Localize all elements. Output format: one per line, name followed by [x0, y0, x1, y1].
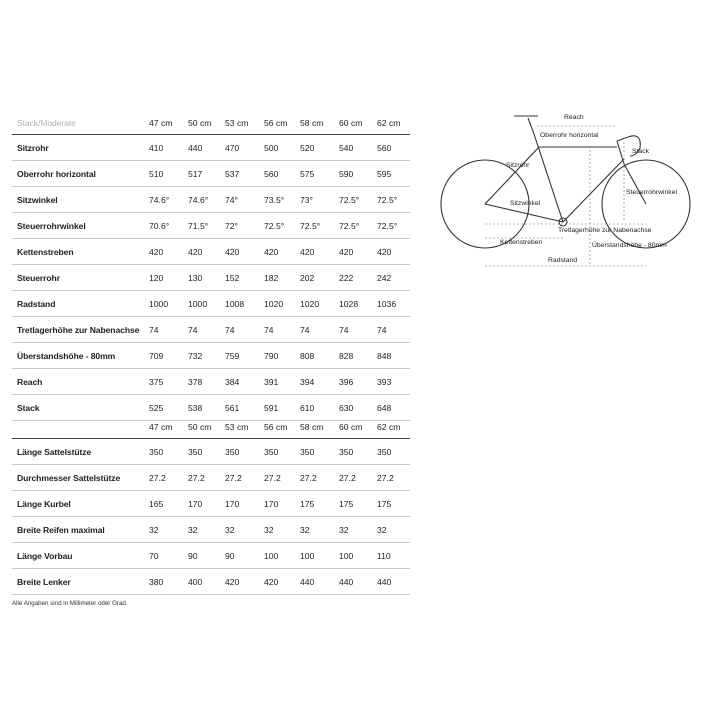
table-cell: 848: [377, 350, 392, 361]
size-header: 58 cm: [300, 422, 324, 432]
table-cell: 732: [188, 350, 203, 361]
seat-tube-label: Sitzrohr: [506, 162, 530, 169]
table-cell: 32: [377, 524, 387, 535]
table-cell: 1000: [149, 298, 169, 309]
table-cell: 591: [264, 402, 279, 413]
table-cell: 1020: [300, 298, 320, 309]
table-cell: 170: [225, 498, 240, 509]
table-cell: 72°: [225, 220, 238, 231]
table-cell: 560: [377, 142, 392, 153]
table-cell: 32: [339, 524, 349, 535]
size-header: 58 cm: [300, 118, 324, 128]
table-cell: 538: [188, 402, 203, 413]
table-cell: 74.6°: [188, 194, 209, 205]
table-cell: 709: [149, 350, 164, 361]
size-header: 50 cm: [188, 118, 212, 128]
head-tube-line: [617, 141, 624, 164]
table-row: [12, 569, 410, 595]
row-label: Länge Vorbau: [17, 550, 73, 561]
table-row: [12, 239, 410, 265]
top-tube-label: Oberrohr horizontal: [540, 132, 599, 139]
row-label: Sitzrohr: [17, 142, 49, 153]
size-header: 60 cm: [339, 118, 363, 128]
bike-geometry-diagram: [440, 104, 700, 274]
table-cell: 1036: [377, 298, 397, 309]
table-cell: 242: [377, 272, 392, 283]
stem-line: [617, 137, 628, 141]
table-cell: 350: [264, 446, 279, 457]
table-cell: 393: [377, 376, 392, 387]
table-row: [12, 213, 410, 239]
table-cell: 72.5°: [339, 194, 360, 205]
table-cell: 500: [264, 142, 279, 153]
table-cell: 100: [339, 550, 354, 561]
table-cell: 74: [339, 324, 349, 335]
row-label: Durchmesser Sattelstütze: [17, 472, 121, 483]
table-cell: 420: [149, 246, 164, 257]
table-cell: 27.2: [300, 472, 317, 483]
table-cell: 74: [188, 324, 198, 335]
table-cell: 74: [377, 324, 387, 335]
table-cell: 32: [264, 524, 274, 535]
table-cell: 72.5°: [339, 220, 360, 231]
table-cell: 1028: [339, 298, 359, 309]
table-cell: 350: [339, 446, 354, 457]
bb-drop-label: Tretlagerhöhe zur Nabenachse: [558, 227, 652, 234]
table-cell: 410: [149, 142, 164, 153]
table-cell: 32: [225, 524, 235, 535]
geometry-table: [12, 112, 410, 421]
table-row: [12, 465, 410, 491]
size-header: 56 cm: [264, 118, 288, 128]
table-cell: 165: [149, 498, 164, 509]
table-row: [12, 343, 410, 369]
table-cell: 90: [188, 550, 198, 561]
table-cell: 440: [300, 576, 315, 587]
table-cell: 420: [225, 576, 240, 587]
table-cell: 380: [149, 576, 164, 587]
table-cell: 73°: [300, 194, 313, 205]
geometry-header-label: Stack/Moderate: [17, 118, 76, 128]
down-tube-line: [563, 159, 624, 222]
row-label: Reach: [17, 376, 43, 387]
table-cell: 540: [339, 142, 354, 153]
table-row: [12, 161, 410, 187]
table-cell: 440: [377, 576, 392, 587]
seat-angle-label: Sitzwinkel: [510, 200, 541, 207]
table-row: [12, 187, 410, 213]
table-cell: 74.6°: [149, 194, 170, 205]
table-cell: 590: [339, 168, 354, 179]
table-cell: 32: [300, 524, 310, 535]
table-cell: 400: [188, 576, 203, 587]
table-cell: 182: [264, 272, 279, 283]
table-cell: 420: [377, 246, 392, 257]
size-header: 56 cm: [264, 422, 288, 432]
components-table: [12, 416, 410, 595]
table-cell: 73.5°: [264, 194, 285, 205]
row-label: Oberrohr horizontal: [17, 168, 96, 179]
table-cell: 630: [339, 402, 354, 413]
table-row: [12, 317, 410, 343]
size-header: 50 cm: [188, 422, 212, 432]
table-cell: 74: [149, 324, 159, 335]
seatstay-line: [485, 147, 539, 204]
table-cell: 610: [300, 402, 315, 413]
size-header: 62 cm: [377, 118, 401, 128]
table-cell: 175: [377, 498, 392, 509]
table-cell: 170: [264, 498, 279, 509]
table-cell: 595: [377, 168, 392, 179]
row-label: Länge Kurbel: [17, 498, 71, 509]
reach-label: Reach: [564, 114, 584, 121]
table-cell: 470: [225, 142, 240, 153]
head-angle-label: Steuerrohrwinkel: [626, 189, 677, 196]
table-cell: 350: [300, 446, 315, 457]
table-cell: 27.2: [225, 472, 242, 483]
chainstay-label: Kettenstreben: [500, 239, 543, 246]
row-label: Stack: [17, 402, 40, 413]
row-label: Breite Reifen maximal: [17, 524, 105, 535]
table-cell: 420: [264, 576, 279, 587]
table-cell: 27.2: [149, 472, 166, 483]
table-cell: 130: [188, 272, 203, 283]
row-label: Kettenstreben: [17, 246, 74, 257]
table-cell: 420: [339, 246, 354, 257]
table-cell: 72.5°: [377, 220, 398, 231]
table-cell: 1000: [188, 298, 208, 309]
table-cell: 170: [188, 498, 203, 509]
table-cell: 420: [188, 246, 203, 257]
table-cell: 759: [225, 350, 240, 361]
table-cell: 74: [225, 324, 235, 335]
table-cell: 350: [225, 446, 240, 457]
table-cell: 520: [300, 142, 315, 153]
fork-line: [624, 164, 646, 204]
table-cell: 152: [225, 272, 240, 283]
table-cell: 100: [264, 550, 279, 561]
table-cell: 72.5°: [377, 194, 398, 205]
table-cell: 202: [300, 272, 315, 283]
table-cell: 384: [225, 376, 240, 387]
table-cell: 375: [149, 376, 164, 387]
table-cell: 175: [339, 498, 354, 509]
table-cell: 71.5°: [188, 220, 209, 231]
table-cell: 27.2: [264, 472, 281, 483]
size-header: 60 cm: [339, 422, 363, 432]
table-cell: 70.6°: [149, 220, 170, 231]
table-row: [12, 265, 410, 291]
table-cell: 396: [339, 376, 354, 387]
table-cell: 350: [377, 446, 392, 457]
table-cell: 1020: [264, 298, 284, 309]
table-cell: 560: [264, 168, 279, 179]
standover-label: Überstandshöhe - 80mm: [592, 242, 667, 249]
table-cell: 72.5°: [264, 220, 285, 231]
geometry-header-row: [12, 112, 410, 135]
table-cell: 517: [188, 168, 203, 179]
components-header-row: [12, 416, 410, 439]
seatpost-line: [528, 118, 534, 134]
table-cell: 1008: [225, 298, 245, 309]
row-label: Sitzwinkel: [17, 194, 58, 205]
table-cell: 74: [300, 324, 310, 335]
size-header: 53 cm: [225, 422, 249, 432]
table-row: [12, 543, 410, 569]
table-cell: 440: [188, 142, 203, 153]
row-label: Tretlagerhöhe zur Nabenachse: [17, 324, 140, 335]
row-label: Steuerrohr: [17, 272, 60, 283]
table-cell: 27.2: [339, 472, 356, 483]
row-label: Überstandshöhe - 80mm: [17, 350, 116, 361]
table-cell: 420: [225, 246, 240, 257]
table-cell: 808: [300, 350, 315, 361]
table-cell: 575: [300, 168, 315, 179]
table-cell: 510: [149, 168, 164, 179]
table-cell: 420: [264, 246, 279, 257]
table-row: [12, 135, 410, 161]
table-cell: 350: [149, 446, 164, 457]
row-label: Steuerrohrwinkel: [17, 220, 86, 231]
table-cell: 27.2: [188, 472, 205, 483]
table-cell: 110: [377, 550, 391, 561]
table-cell: 175: [300, 498, 315, 509]
table-cell: 648: [377, 402, 392, 413]
table-cell: 70: [149, 550, 159, 561]
row-label: Radstand: [17, 298, 56, 309]
table-cell: 120: [149, 272, 164, 283]
table-cell: 790: [264, 350, 279, 361]
table-row: [12, 439, 410, 465]
table-cell: 420: [300, 246, 315, 257]
table-row: [12, 517, 410, 543]
table-cell: 32: [149, 524, 159, 535]
table-cell: 828: [339, 350, 354, 361]
table-cell: 72.5°: [300, 220, 321, 231]
row-label: Breite Lenker: [17, 576, 71, 587]
wheelbase-label: Radstand: [548, 257, 578, 264]
table-row: [12, 291, 410, 317]
table-cell: 32: [188, 524, 198, 535]
table-cell: 378: [188, 376, 203, 387]
table-cell: 222: [339, 272, 354, 283]
table-cell: 350: [188, 446, 203, 457]
size-header: 53 cm: [225, 118, 249, 128]
footnote: Alle Angaben sind in Millimeter oder Grad.: [12, 600, 128, 607]
table-cell: 100: [300, 550, 315, 561]
row-label: Länge Sattelstütze: [17, 446, 92, 457]
table-cell: 537: [225, 168, 240, 179]
table-cell: 525: [149, 402, 164, 413]
size-header: 47 cm: [149, 118, 173, 128]
table-cell: 74°: [225, 194, 238, 205]
table-cell: 440: [339, 576, 354, 587]
table-row: [12, 491, 410, 517]
size-header: 62 cm: [377, 422, 401, 432]
size-header: 47 cm: [149, 422, 173, 432]
table-cell: 394: [300, 376, 315, 387]
table-cell: 561: [225, 402, 240, 413]
table-cell: 27.2: [377, 472, 394, 483]
table-row: [12, 369, 410, 395]
table-cell: 391: [264, 376, 279, 387]
table-cell: 90: [225, 550, 235, 561]
table-cell: 74: [264, 324, 274, 335]
stack-label: Stack: [632, 148, 649, 155]
